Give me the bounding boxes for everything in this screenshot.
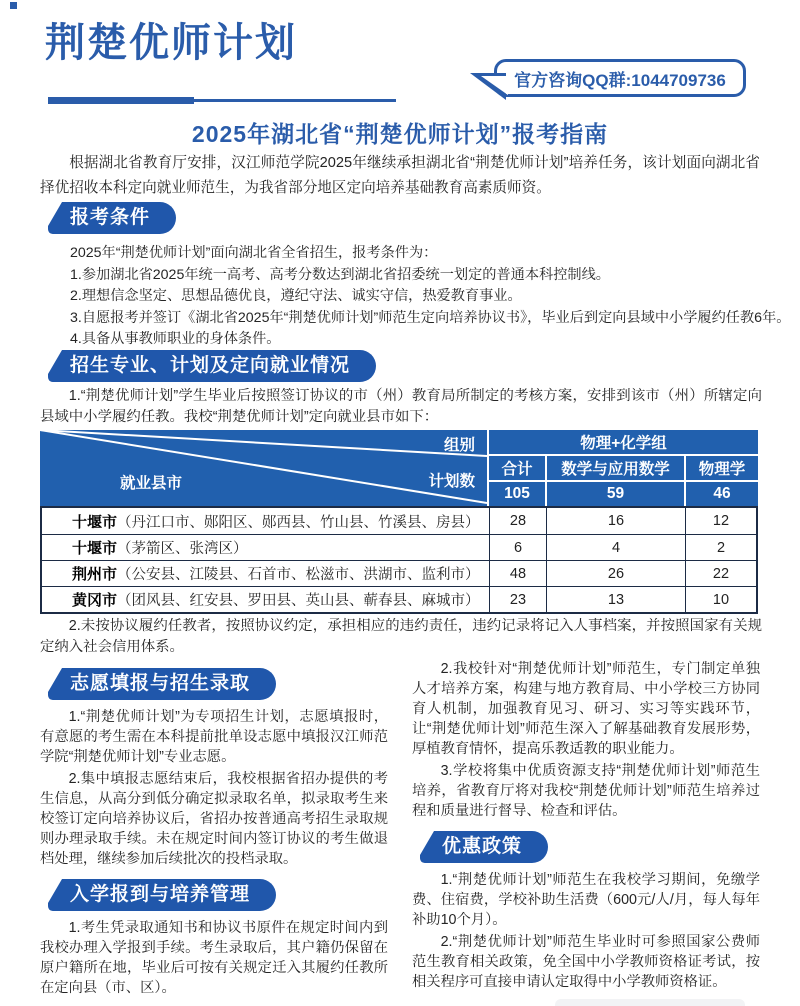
section-badge-enrollment (48, 350, 376, 382)
section-badge-admission (48, 879, 276, 911)
admission-paragraph: 2.我校针对“荆楚优师计划”师范生，专门制定单独人才培养方案，构建与地方教育局、中小学校三方协同育人机制，加强教育见习、研习、实习等实践环节，让“荆楚优师计划”师范生深入了解基础教育发展形势，厚植教育情怀，提高乐教适教的职业能力。 (412, 661, 760, 757)
section-badge-benefits (420, 831, 548, 863)
city-name: 十堰市 (72, 513, 118, 531)
value-total: 23 (489, 587, 546, 612)
city-name: 十堰市 (72, 540, 118, 557)
city-name: 荆州市 (72, 566, 118, 583)
admission-paragraph: 3.学校将集中优质资源支持“荆楚优师计划”师范生培养，省教育厅将对我校“荆楚优师计划”师范生培养过程和质量进行督导、检查和评估。 (412, 763, 760, 819)
section-badge-label: 报考条件 (70, 207, 151, 228)
guide-title: 2025年湖北省“荆楚优师计划”报考指南 (191, 121, 609, 147)
section-badge-label: 志愿填报与招生录取 (70, 673, 251, 694)
qq-group-bubble (494, 59, 746, 97)
conditions-list (40, 243, 791, 351)
value-math: 26 (546, 561, 685, 586)
value-total: 28 (489, 508, 546, 534)
enrollment-paragraph: 1.“荆楚优师计划”学生毕业后按照签订协议的市（州）教育局所制定的考核方案，安排到该市（州）所辖定向县域中小学履约任教。我校“荆楚优师计划”定向就业县市如下： (40, 388, 762, 425)
city-regions: （团风县、红安县、罗田县、英山县、蕲春县、麻城市） (117, 593, 480, 609)
city-regions: （公安县、江陵县、石首市、松滋市、洪湖市、监利市） (117, 567, 480, 583)
value-physics: 22 (685, 561, 756, 586)
title-underline-thin (194, 99, 396, 102)
right-column (412, 657, 760, 992)
table-corner-cell (40, 430, 487, 506)
benefits-paragraph: 1.“荆楚优师计划”师范生在我校学习期间，免缴学费、住宿费，学校补助生活费（600元/人/月，每人每年补助10个月）。 (412, 872, 760, 928)
condition-line: 3.自愿报考并签订《湖北省2025年“荆楚优师计划”师范生定向培养协议书》，毕业后到定向县域中小学履约任教6年。 (70, 309, 791, 326)
corner-square-decoration (10, 2, 17, 9)
corner-label-group: 组别 (443, 437, 475, 454)
table-corner-diagonals (40, 430, 487, 506)
after-table-paragraph: 2.未按协议履约任教者，按照协议约定，承担相应的违约责任，违约记录将记入人事档案，并按照国家有关规定纳入社会信用体系。 (40, 618, 762, 655)
badge-corner-cut (420, 831, 434, 855)
sum-total: 105 (489, 482, 545, 506)
badge-corner-cut (48, 202, 62, 226)
sum-math: 59 (547, 482, 684, 506)
city-cell (42, 535, 489, 560)
table-row (42, 586, 756, 612)
city-regions: （丹江口市、郧阳区、郧西县、竹山县、竹溪县、房县） (117, 514, 480, 531)
section-badge-label: 招生专业、计划及定向就业情况 (70, 355, 351, 376)
sum-physics: 46 (686, 482, 758, 506)
plan-table-body (40, 506, 758, 614)
section-badge-conditions (48, 202, 176, 234)
intro-paragraph: 根据湖北省教育厅安排，汉江师范学院2025年继续承担湖北省“荆楚优师计划”培养任务，该计划面向湖北省择优招收本科定向就业师范生，为我省部分地区定向培养基础教育高素质师资。 (40, 155, 760, 196)
badge-corner-cut (48, 668, 62, 692)
benefits-paragraph: 2.“荆楚优师计划”师范生毕业时可参照国家公费师范生教育相关政策，免全国中小学教师资格证考试，按相关程序可直接申请认定取得中小学教师资格证。 (412, 934, 760, 990)
program-logo-title: 荆楚优师计划 (45, 21, 297, 65)
city-cell (42, 587, 489, 612)
condition-line: 2025年“荆楚优师计划”面向湖北省全省招生，报考条件为： (70, 245, 438, 261)
value-total: 6 (489, 535, 546, 560)
left-column (40, 668, 388, 998)
corner-label-plan-count: 计划数 (428, 473, 475, 490)
section-badge-label: 优惠政策 (442, 836, 523, 857)
qq-group-text: 官方咨询QQ群:1044709736 (514, 70, 726, 90)
condition-line: 1.参加湖北省2025年统一高考、高考分数达到湖北省招委统一划定的普通本科控制线。 (70, 266, 610, 283)
plan-table-header (40, 430, 758, 506)
plan-table (40, 430, 758, 614)
value-total: 48 (489, 561, 546, 586)
column-group-header: 物理+化学组 (489, 430, 758, 454)
column-header-math: 数学与应用数学 (547, 456, 684, 480)
volunteer-paragraph: 1.“荆楚优师计划”为专项招生计划，志愿填报时，有意愿的考生需在本科提前批单设志愿中填报汉江师范学院“荆楚优师计划”专业志愿。 (40, 709, 388, 765)
value-physics: 10 (685, 587, 756, 612)
condition-line: 4.具备从事教师职业的身体条件。 (70, 331, 281, 347)
value-math: 16 (546, 508, 685, 534)
title-underline-thick (48, 97, 194, 104)
city-name: 黄冈市 (72, 592, 118, 609)
section-badge-volunteer (48, 668, 276, 700)
volunteer-paragraph: 2.集中填报志愿结束后，我校根据省招办提供的考生信息，从高分到低分确定拟录取名单，拟录取考生来校签订定向培养协议后，省招办按普通高考招生录取规则办理录取手续。未在规定时间内签订协议的考生做退档处理，继续参加后续批次的投档录取。 (40, 771, 388, 867)
bubble-tail-inner (481, 76, 508, 95)
table-row (42, 508, 756, 534)
column-header-total: 合计 (489, 456, 545, 480)
badge-corner-cut (48, 350, 62, 374)
value-math: 4 (546, 535, 685, 560)
value-physics: 12 (685, 508, 756, 534)
value-math: 13 (546, 587, 685, 612)
section-badge-label: 入学报到与培养管理 (70, 884, 251, 905)
value-physics: 2 (685, 535, 756, 560)
city-cell (42, 508, 489, 534)
city-cell (42, 561, 489, 586)
column-header-physics: 物理学 (686, 456, 758, 480)
condition-line: 2.理想信念坚定、思想品德优良，遵纪守法、诚实守信，热爱教育事业。 (70, 288, 522, 304)
admission-paragraph: 1.考生凭录取通知书和协议书原件在规定时间内到我校办理入学报到手续。考生录取后，其户籍仍保留在原户籍所在地，毕业后可按有关规定迁入其履约任教所在定向县（市、区）。 (40, 920, 388, 996)
table-row (42, 534, 756, 560)
bottom-corner-shape (555, 999, 745, 1006)
city-regions: （茅箭区、张湾区） (117, 541, 248, 557)
corner-label-county: 就业县市 (120, 475, 183, 492)
badge-corner-cut (48, 879, 62, 903)
table-row (42, 560, 756, 586)
